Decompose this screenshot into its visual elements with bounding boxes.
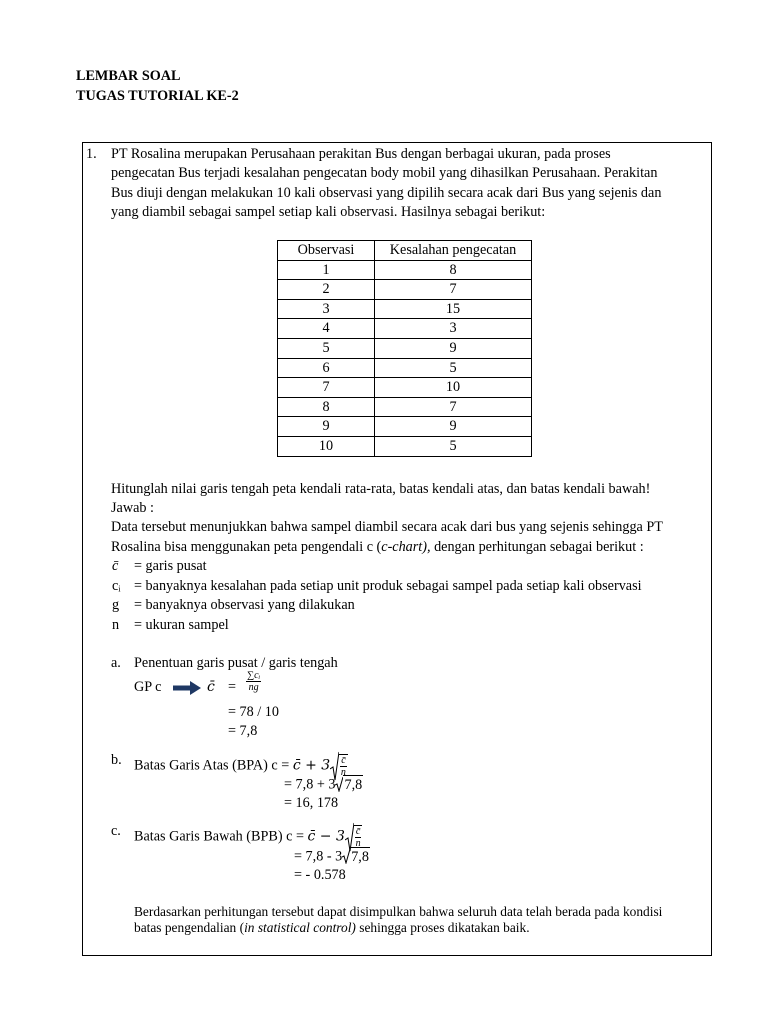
table-cell-kesalahan: 10 — [375, 378, 532, 398]
answer-intro-line1: Data tersebut menunjukkan bahwa sampel diambil secara acak dari bus yang sejenis sehingga PT — [111, 519, 663, 535]
table-cell-kesalahan: 15 — [375, 299, 532, 319]
table-row — [278, 417, 532, 437]
part-c-radicand: 7,8 — [350, 847, 370, 868]
definition-symbol: g — [112, 597, 120, 613]
table-cell-kesalahan: 9 — [375, 417, 532, 437]
part-b-label: b. — [111, 752, 122, 768]
part-a-cbar: c̄ — [207, 679, 215, 695]
table-cell-kesalahan: 5 — [375, 436, 532, 456]
table-row — [278, 319, 532, 339]
table-cell-kesalahan: 9 — [375, 338, 532, 358]
part-c-step2: = - 0.578 — [294, 867, 346, 883]
question-number: 1. — [86, 146, 97, 162]
table-header-observasi: Observasi — [278, 241, 375, 261]
intro-text-end: dengan perhitungan sebagai berikut : — [430, 539, 644, 555]
definition-symbol: cᵢ — [112, 578, 121, 594]
conclusion-line1: Berdasarkan perhitungan tersebut dapat disimpulkan bahwa seluruh data telah berada pada kondisi — [134, 904, 663, 919]
table-header-kesalahan: Kesalahan pengecatan — [375, 241, 532, 261]
conclusion-italic: in statistical control) — [244, 920, 356, 935]
fraction-denominator: n — [340, 767, 346, 778]
definition-text: = ukuran sampel — [134, 617, 229, 633]
table-row — [278, 280, 532, 300]
table-cell-observasi: 4 — [278, 319, 375, 339]
part-c-label: c. — [111, 823, 121, 839]
part-c-title: Batas Garis Bawah (BPB) c = — [134, 828, 308, 845]
question-line: yang diambil sebagai sampel setiap kali observasi. Hasilnya sebagai berikut: — [111, 204, 546, 220]
part-b-step2: = 16, 178 — [284, 795, 339, 811]
table-cell-observasi: 5 — [278, 338, 375, 358]
table-cell-kesalahan: 8 — [375, 260, 532, 280]
question-line: PT Rosalina merupakan Perusahaan perakitan Bus dengan berbagai ukuran, pada proses — [111, 146, 611, 162]
observation-table — [277, 240, 532, 457]
part-a-step1: = 78 / 10 — [228, 704, 279, 720]
table-cell-observasi: 10 — [278, 436, 375, 456]
table-row — [278, 436, 532, 456]
definition-text: = banyaknya kesalahan pada setiap unit produk sebagai sampel pada setiap kali observasi — [134, 578, 642, 594]
table-cell-kesalahan: 7 — [375, 397, 532, 417]
table-cell-observasi: 3 — [278, 299, 375, 319]
table-cell-kesalahan: 7 — [375, 280, 532, 300]
part-b-radicand: 7,8 — [343, 775, 363, 796]
part-a-title: Penentuan garis pusat / garis tengah — [134, 655, 338, 671]
part-a-gp: GP c — [134, 679, 162, 695]
table-row — [278, 358, 532, 378]
fraction-numerator: c̄ — [341, 755, 346, 766]
part-a-eq: = — [228, 679, 237, 695]
fraction-denominator: ng — [248, 682, 259, 693]
table-cell-observasi: 8 — [278, 397, 375, 417]
part-c-step1-text: = 7,8 - 3 — [294, 848, 343, 865]
table-row — [278, 378, 532, 398]
part-c-formula: c̄ − 3 — [307, 828, 345, 845]
part-a-step2: = 7,8 — [228, 723, 258, 739]
sqrt-icon — [335, 775, 363, 796]
part-a-label: a. — [111, 655, 121, 671]
table-header-row — [278, 241, 532, 261]
doc-title-line2: TUGAS TUTORIAL KE-2 — [76, 88, 239, 104]
arrow-right-icon — [173, 681, 201, 695]
definition-text: = banyaknya observasi yang dilakukan — [134, 597, 355, 613]
table-row — [278, 397, 532, 417]
fraction-numerator: c̄ — [355, 826, 361, 837]
part-b-formula: c̄ + 3 — [292, 757, 331, 774]
table-cell-kesalahan: 3 — [375, 319, 532, 339]
question-line: Bus diuji dengan melakukan 10 kali observasi yang dipilih secara acak dari Bus yang sejenis dan — [111, 185, 662, 201]
question-line: pengecatan Bus terjadi kesalahan pengecatan body mobil yang dihasilkan Perusahaan. Perakitan — [111, 165, 658, 181]
conclusion-text: batas pengendalian ( — [134, 920, 245, 935]
definition-symbol: n — [112, 617, 120, 633]
fraction-numerator: ∑cᵢ — [247, 670, 261, 681]
task-text: Hitunglah nilai garis tengah peta kendali rata-rata, batas kendali atas, dan batas kendali bawah! — [111, 481, 651, 497]
doc-title-line1: LEMBAR SOAL — [76, 68, 181, 84]
definition-text: = garis pusat — [134, 558, 207, 574]
table-row — [278, 260, 532, 280]
intro-text: Rosalina bisa menggunakan peta pengendali c ( — [111, 539, 382, 555]
part-b-step1 — [284, 775, 363, 796]
sqrt-icon — [342, 847, 370, 868]
table-cell-observasi: 7 — [278, 378, 375, 398]
part-a-fraction — [246, 670, 261, 693]
part-c-step1 — [294, 847, 370, 868]
table-row — [278, 338, 532, 358]
conclusion-line2 — [134, 918, 530, 938]
conclusion-text-end: sehingga proses dikatakan baik. — [355, 920, 530, 935]
table-cell-observasi: 1 — [278, 260, 375, 280]
answer-intro-line2 — [111, 538, 644, 558]
table-cell-kesalahan: 5 — [375, 358, 532, 378]
table-row — [278, 299, 532, 319]
answer-label: Jawab : — [111, 500, 154, 516]
definition-symbol: c̄ — [112, 558, 119, 574]
fraction-denominator: n — [355, 838, 361, 849]
table-cell-observasi: 9 — [278, 417, 375, 437]
table-cell-observasi: 6 — [278, 358, 375, 378]
intro-italic: c-chart), — [381, 539, 431, 555]
table-cell-observasi: 2 — [278, 280, 375, 300]
part-b-step1-text: = 7,8 + 3 — [284, 776, 336, 793]
part-b-title: Batas Garis Atas (BPA) c = — [134, 757, 293, 774]
